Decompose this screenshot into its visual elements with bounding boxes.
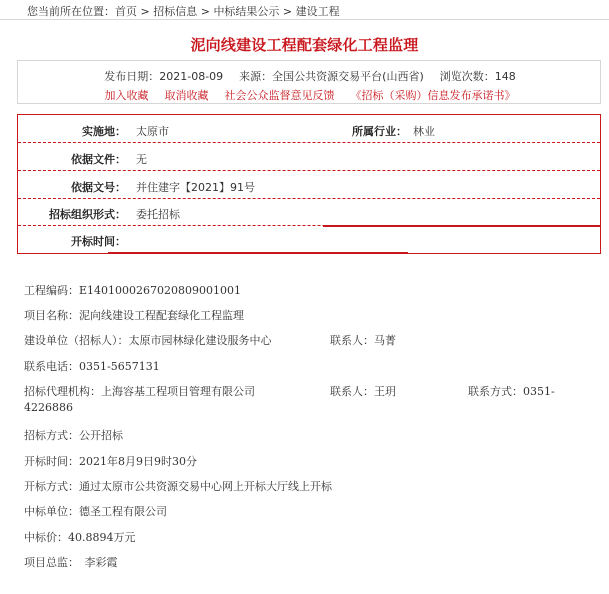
basis-doc-value: 并住建字【2021】91号: [136, 181, 255, 194]
bid-method: 招标方式：公开招标: [24, 429, 123, 442]
owner: 建设单位（招标人）：太原市园林绿化建设服务中心: [24, 334, 272, 347]
breadcrumb-item-award-results[interactable]: 中标结果公示: [213, 5, 280, 18]
breadcrumb: [27, 3, 340, 19]
org-form-value: 委托招标: [136, 208, 180, 221]
breadcrumb-separator: >: [137, 5, 154, 18]
org-form-label: 招标组织形式：: [49, 208, 126, 221]
commitment-letter-link[interactable]: 《招标（采购）信息发布承诺书》: [350, 89, 516, 102]
top-divider: [0, 19, 609, 20]
basis-doc-label: 依据文号：: [71, 181, 126, 194]
agent-contact: 联系人：王玥: [330, 385, 396, 398]
basis-file-value: 无: [136, 153, 147, 166]
summary-bottom-accent: [18, 252, 600, 254]
location-label: 实施地：: [82, 125, 126, 138]
summary-row-basis-doc: [18, 172, 600, 199]
open-time-label: 开标时间：: [71, 235, 126, 248]
breadcrumb-separator: >: [279, 5, 296, 18]
basis-file-label: 依据文件：: [71, 153, 126, 166]
remove-favorite-link[interactable]: 取消收藏: [164, 89, 209, 102]
row-divider: [18, 142, 600, 143]
top-bar: [0, 0, 609, 20]
open-method: 开标方式：通过太原市公共资源交易中心网上开标大厅线上开标: [24, 480, 332, 493]
owner-phone: 联系电话：0351-5657131: [24, 360, 160, 373]
industry-value: 林业: [413, 125, 435, 138]
page-title: 泥向线建设工程配套绿化工程监理: [190, 36, 419, 54]
agent-phone: 联系方式：0351-: [468, 385, 555, 398]
agent: 招标代理机构：上海容基工程项目管理有限公司: [24, 385, 255, 398]
add-favorite-link[interactable]: 加入收藏: [104, 89, 149, 102]
industry-label: 所属行业：: [352, 125, 407, 138]
breadcrumb-separator: >: [197, 5, 214, 18]
summary-table: [17, 114, 601, 254]
agent-phone-cont: 4226886: [24, 401, 73, 414]
source: 来源：全国公共资源交易平台(山西省): [239, 70, 424, 83]
breadcrumb-item-home[interactable]: 首页: [115, 5, 137, 18]
owner-line: [24, 332, 584, 348]
project-code: 工程编码：E1401000267020809001001: [24, 284, 241, 297]
winner: 中标单位：德圣工程有限公司: [24, 505, 167, 518]
publish-date: 发布日期：2021-08-09: [104, 70, 224, 83]
breadcrumb-prefix: 您当前所在位置：: [27, 5, 115, 18]
breadcrumb-item-construction[interactable]: 建设工程: [295, 5, 340, 18]
owner-contact: 联系人：马菁: [330, 334, 396, 347]
meta-row: [18, 68, 602, 84]
summary-row-location: [18, 116, 600, 143]
agent-line: [24, 383, 584, 399]
winning-price: 中标价：40.8894万元: [24, 531, 136, 544]
summary-row-basis-file: [18, 144, 600, 171]
summary-row-org-form: [18, 199, 600, 226]
location-value: 太原市: [136, 125, 169, 138]
meta-info-box: [17, 60, 601, 104]
open-time: 开标时间：2021年8月9日9时30分: [24, 455, 197, 468]
view-count: 浏览次数：148: [439, 70, 516, 83]
project-name: 项目名称：泥向线建设工程配套绿化工程监理: [24, 309, 244, 322]
row-divider: [18, 170, 600, 171]
summary-row-open-time: [18, 226, 600, 253]
project-director: 项目总监： 李彩霞: [24, 556, 118, 569]
breadcrumb-item-bidding-info[interactable]: 招标信息: [153, 5, 198, 18]
action-row: [18, 87, 602, 103]
public-feedback-link[interactable]: 社会公众监督意见反馈: [224, 89, 335, 102]
